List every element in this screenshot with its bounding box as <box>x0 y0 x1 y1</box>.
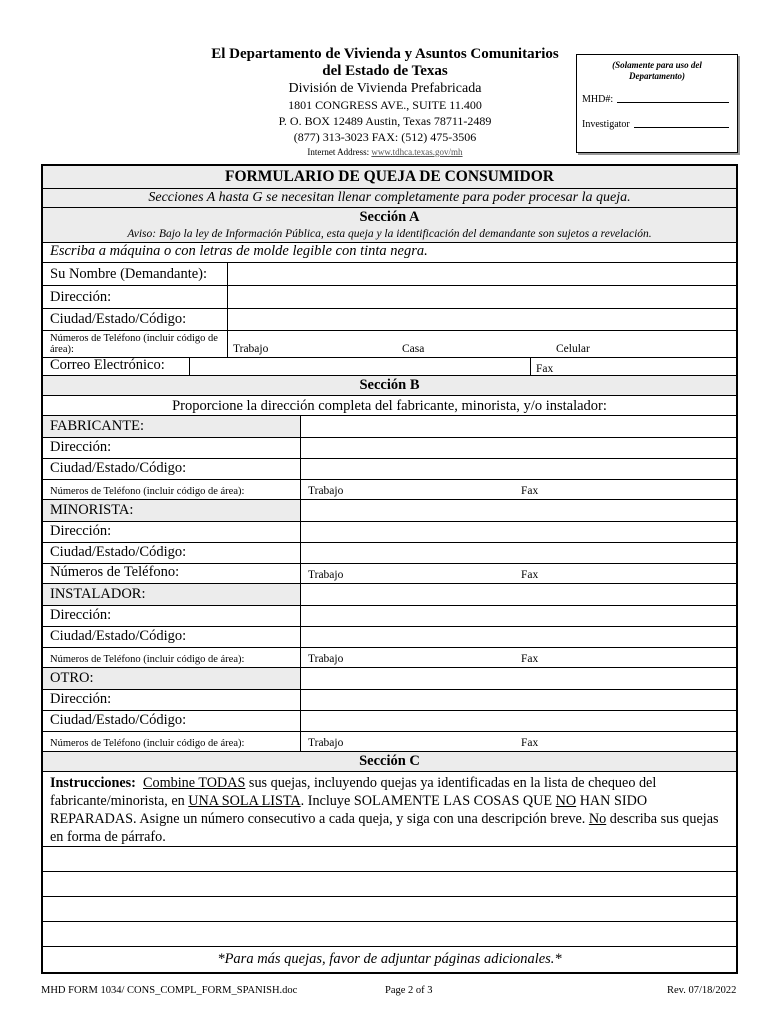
installer-title-row <box>43 583 736 605</box>
installer-address-row <box>43 605 736 626</box>
installer-phone-row <box>43 647 736 667</box>
installer-address-label: Dirección: <box>50 607 112 623</box>
installer-city-row <box>43 626 736 647</box>
phone-label: Números de Teléfono (incluir código de área): <box>50 333 218 355</box>
other-address-label: Dirección: <box>50 691 112 707</box>
manufacturer-address-input[interactable] <box>300 438 736 458</box>
retailer-fax-label: Fax <box>521 569 539 581</box>
more-pages-row <box>43 946 736 972</box>
complaint-line-3[interactable] <box>43 896 736 921</box>
office-use-note: (Solamente para uso del Departamento) <box>612 60 702 81</box>
retailer-phone-label: Números de Teléfono: <box>50 564 180 580</box>
mhd-field[interactable] <box>617 92 729 103</box>
retailer-title-row <box>43 499 736 521</box>
retailer-phone-row <box>43 563 736 583</box>
section-b-heading-row <box>43 375 736 395</box>
section-c-heading-row <box>43 751 736 771</box>
retailer-phone-input[interactable] <box>300 564 736 583</box>
instr-text-4: describa sus quejas en forma de párrafo. <box>50 811 719 845</box>
fax-label: Fax <box>536 363 554 375</box>
name-row <box>43 262 736 285</box>
instr-text-1: sus quejas, incluyendo quejas ya identificadas en la lista de chequeo del fabricante/minorista, en <box>50 775 657 809</box>
complaint-form <box>41 164 738 974</box>
email-input[interactable] <box>189 358 530 375</box>
manufacturer-city-label: Ciudad/Estado/Código: <box>50 460 187 476</box>
city-label: Ciudad/Estado/Código: <box>50 311 187 327</box>
other-address-row <box>43 689 736 710</box>
manufacturer-phone-row <box>43 479 736 499</box>
instr-no: NO <box>555 793 577 809</box>
retailer-city-label: Ciudad/Estado/Código: <box>50 544 187 560</box>
section-c-instructions <box>43 771 736 846</box>
form-title: FORMULARIO DE QUEJA DE CONSUMIDOR <box>225 168 554 185</box>
form-title-row <box>43 166 736 188</box>
internet-link[interactable]: www.tdhca.texas.gov/mh <box>371 147 463 157</box>
section-b-instruction-row <box>43 395 736 415</box>
retailer-title-label: MINORISTA: <box>50 502 134 518</box>
phone-row <box>43 330 736 357</box>
manufacturer-work-label: Trabajo <box>308 485 344 497</box>
form-subtitle-row <box>43 188 736 207</box>
installer-work-label: Trabajo <box>308 653 344 665</box>
installer-title-input[interactable] <box>300 584 736 605</box>
other-phone-input[interactable] <box>300 732 736 751</box>
section-b-instruction: Proporcione la dirección completa del fabricante, minorista, y/o instalador: <box>172 398 607 414</box>
manufacturer-title-label: FABRICANTE: <box>50 418 144 434</box>
internet-label: Internet Address: <box>307 147 370 157</box>
manufacturer-city-input[interactable] <box>300 459 736 479</box>
email-row <box>43 357 736 375</box>
section-a-heading: Sección A <box>359 209 420 225</box>
phone-cell-label: Celular <box>556 343 590 355</box>
office-use-box <box>576 54 738 153</box>
section-a-instruction: Escriba a máquina o con letras de molde legible con tinta negra. <box>50 243 428 259</box>
agency-name-line1: El Departamento de Vivienda y Asuntos Comunitarios <box>211 46 559 62</box>
investigator-field[interactable] <box>634 117 729 128</box>
complaint-line-4[interactable] <box>43 921 736 946</box>
manufacturer-fax-label: Fax <box>521 485 539 497</box>
other-title-input[interactable] <box>300 668 736 689</box>
address-input[interactable] <box>227 286 736 308</box>
manufacturer-title-row <box>43 415 736 437</box>
retailer-city-row <box>43 542 736 563</box>
fax-input[interactable] <box>530 358 736 375</box>
retailer-work-label: Trabajo <box>308 569 344 581</box>
form-subtitle: Secciones A hasta G se necesitan llenar completamente para poder procesar la queja. <box>148 190 631 205</box>
instr-no-2: No <box>588 811 607 827</box>
retailer-address-label: Dirección: <box>50 523 112 539</box>
footer-revision: Rev. 07/18/2022 <box>667 985 737 996</box>
internet-address <box>200 145 570 159</box>
installer-title-label: INSTALADOR: <box>50 586 146 602</box>
phone-input[interactable] <box>227 331 736 357</box>
manufacturer-phone-label: Números de Teléfono (incluir código de área): <box>50 486 245 497</box>
investigator-label: Investigator <box>582 119 630 130</box>
instr-text-2: . Incluye SOLAMENTE LAS COSAS QUE <box>300 793 556 809</box>
other-address-input[interactable] <box>300 690 736 710</box>
agency-header <box>200 46 570 159</box>
manufacturer-city-row <box>43 458 736 479</box>
retailer-city-input[interactable] <box>300 543 736 563</box>
agency-name-line2: del Estado de Texas <box>322 63 448 79</box>
address-row <box>43 285 736 308</box>
instr-combine: Combine TODAS <box>143 775 246 791</box>
complaint-line-1[interactable] <box>43 846 736 871</box>
other-city-input[interactable] <box>300 711 736 731</box>
address-label: Dirección: <box>50 289 112 305</box>
other-fax-label: Fax <box>521 737 539 749</box>
other-work-label: Trabajo <box>308 737 344 749</box>
manufacturer-address-row <box>43 437 736 458</box>
section-a-heading-row <box>43 207 736 226</box>
instructions-label: Instrucciones: <box>50 775 136 791</box>
manufacturer-address-label: Dirección: <box>50 439 112 455</box>
more-pages-note: *Para más quejas, favor de adjuntar páginas adicionales.* <box>217 951 562 967</box>
manufacturer-phone-input[interactable] <box>300 480 736 499</box>
phone-fax: (877) 313-3023 FAX: (512) 475-3506 <box>293 130 477 144</box>
instr-single-list: UNA SOLA LISTA <box>188 793 301 809</box>
mhd-label: MHD#: <box>582 94 614 105</box>
section-c-heading: Sección C <box>359 753 420 769</box>
mhd-number-line <box>582 92 737 105</box>
installer-address-input[interactable] <box>300 606 736 626</box>
section-a-notice: Aviso: Bajo la ley de Información Pública, esta queja y la identificación del demandante son sujetos a revelación. <box>127 228 652 240</box>
retailer-title-input[interactable] <box>300 500 736 521</box>
installer-phone-input[interactable] <box>300 648 736 667</box>
email-label: Correo Electrónico: <box>50 357 165 373</box>
name-input[interactable] <box>227 263 736 285</box>
street-address: 1801 CONGRESS AVE., SUITE 11.400 <box>288 98 482 112</box>
section-a-instruction-row <box>43 242 736 262</box>
installer-phone-label: Números de Teléfono (incluir código de área): <box>50 654 245 665</box>
city-row <box>43 308 736 330</box>
manufacturer-title-input[interactable] <box>300 416 736 437</box>
retailer-address-row <box>43 521 736 542</box>
other-city-label: Ciudad/Estado/Código: <box>50 712 187 728</box>
other-title-row <box>43 667 736 689</box>
instr-text-3: HAN SIDO REPARADAS. Asigne un número consecutivo a cada queja, y siga con una descripción breve. <box>50 793 648 827</box>
installer-fax-label: Fax <box>521 653 539 665</box>
phone-work-label: Trabajo <box>233 343 269 355</box>
investigator-line <box>582 117 737 130</box>
section-b-heading: Sección B <box>359 377 420 393</box>
installer-city-input[interactable] <box>300 627 736 647</box>
footer-page-number: Page 2 of 3 <box>385 985 433 996</box>
po-box-address: P. O. BOX 12489 Austin, Texas 78711-2489 <box>278 114 492 128</box>
city-input[interactable] <box>227 309 736 330</box>
other-city-row <box>43 710 736 731</box>
retailer-address-input[interactable] <box>300 522 736 542</box>
section-a-notice-row <box>43 226 736 242</box>
other-phone-row <box>43 731 736 751</box>
footer-form-id: MHD FORM 1034/ CONS_COMPL_FORM_SPANISH.doc <box>41 985 298 996</box>
phone-home-label: Casa <box>402 343 425 355</box>
complaint-line-2[interactable] <box>43 871 736 896</box>
division-name: División de Vivienda Prefabricada <box>288 81 482 96</box>
installer-city-label: Ciudad/Estado/Código: <box>50 628 187 644</box>
name-label: Su Nombre (Demandante): <box>50 266 208 282</box>
other-title-label: OTRO: <box>50 670 94 686</box>
other-phone-label: Números de Teléfono (incluir código de área): <box>50 738 245 749</box>
